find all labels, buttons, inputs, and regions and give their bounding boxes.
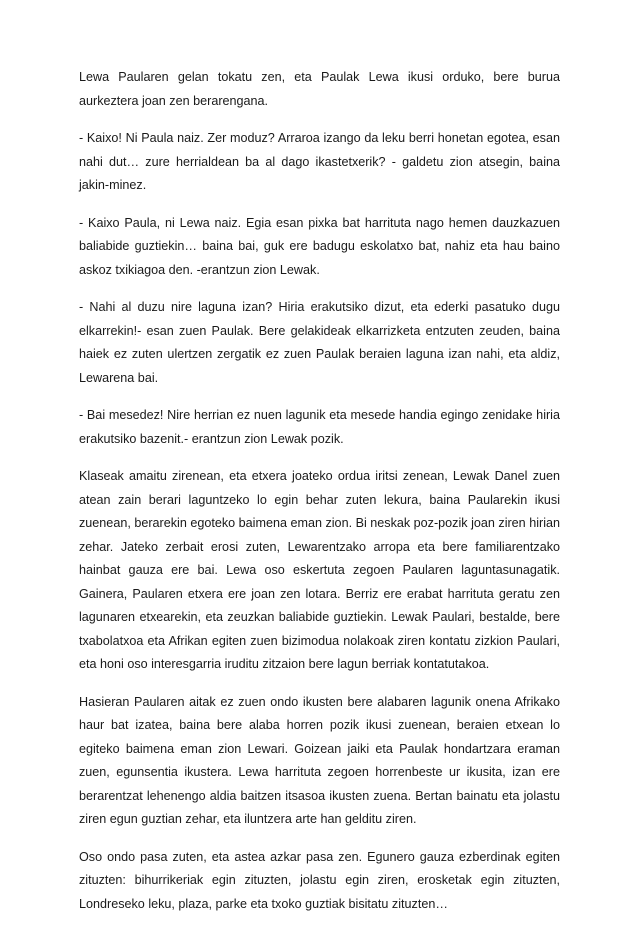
- paragraph-5: - Bai mesedez! Nire herrian ez nuen lagunik eta mesede handia egingo zenidake hiria erakutsiko bazenit.- erantzun zion Lewak pozik.: [79, 408, 560, 446]
- paragraph-1: Lewa Paularen gelan tokatu zen, eta Paulak Lewa ikusi orduko, bere burua aurkeztera joan zen berarengana.: [79, 70, 560, 108]
- paragraph-8: Oso ondo pasa zuten, eta astea azkar pasa zen. Egunero gauza ezberdinak egiten zituzten: bihurrikeriak egin zituzten, jolastu egin ziren, erosketak egin zituzten, Londreseko leku, plaza, parke eta txoko guztiak bisitatu zituzten…: [79, 849, 560, 911]
- paragraph-7: Hasieran Paularen aitak ez zuen ondo ikusten bere alabaren lagunik onena Afrikako haur bat izatea, baina bere alaba horren pozik ikusi zuenean, beraien etxean lo egiteko baimena eman zion Lewari. Goizean jaiki eta Paulak hondartzara eraman zuen, egunsentia ikustera. Lewa harrituta zegoen horrenbeste ur ikusita, izan ere berarentzat lehenengo aldia baitzen itsasoa ikusten zuena. Bertan bainatu eta jolastu ziren egun guztian zehar, eta iluntzera arte han gelditu ziren.: [79, 694, 560, 826]
- paragraph-6: Klaseak amaitu zirenean, eta etxera joateko ordua iritsi zenean, Lewak Danel zuen atean zain berari laguntzeko lo egin behar zuten lekura, baina Paularekin ikusi zuenean, berarekin egoteko baimena eman zion. Bi neskak poz-pozik joan ziren hirian zehar. Jateko zerbait erosi zuten, Lewarentzako arropa eta bere familiarentzako hainbat gauza ere bai. Lewa oso eskertuta zegoen Paularen laguntasunagatik. Gainera, Paularen etxera ere joan zen lotara. Berriz ere erabat harrituta geratu zen lagunaren etxearekin, eta zeuzkan baliabide guztiekin. Lewak Paulari, bestalde, bere txabolatxoa eta Afrikan egiten zuen bizimodua nolakoak ziren kontatu zizkion Paulari, eta honi oso interesgarria iruditu zitzaion bere lagun berriak kontatutakoa.: [79, 469, 560, 671]
- document-page: [79, 66, 560, 930]
- paragraph-4: - Nahi al duzu nire laguna izan? Hiria erakutsiko dizut, eta ederki pasatuko dugu elkarrekin!- esan zuen Paulak. Bere gelakideak elkarrizketa entzuten zeuden, baina haiek ez zuten ulertzen zergatik ez zuen Paulak beraien laguna izan nahi, eta aldiz, Lewarena bai.: [79, 300, 560, 385]
- paragraph-3: - Kaixo Paula, ni Lewa naiz. Egia esan pixka bat harrituta nago hemen dauzkazuen baliabide guztiekin… baina bai, guk ere badugu eskolatxo bat, nahiz eta hau baino askoz txikiagoa den. -erantzun zion Lewak.: [79, 215, 560, 277]
- paragraph-2: - Kaixo! Ni Paula naiz. Zer moduz? Arraroa izango da leku berri honetan egotea, esan nahi dut… zure herrialdean ba al dago ikastetxerik? - galdetu zion atsegin, baina jakin-minez.: [79, 131, 560, 192]
